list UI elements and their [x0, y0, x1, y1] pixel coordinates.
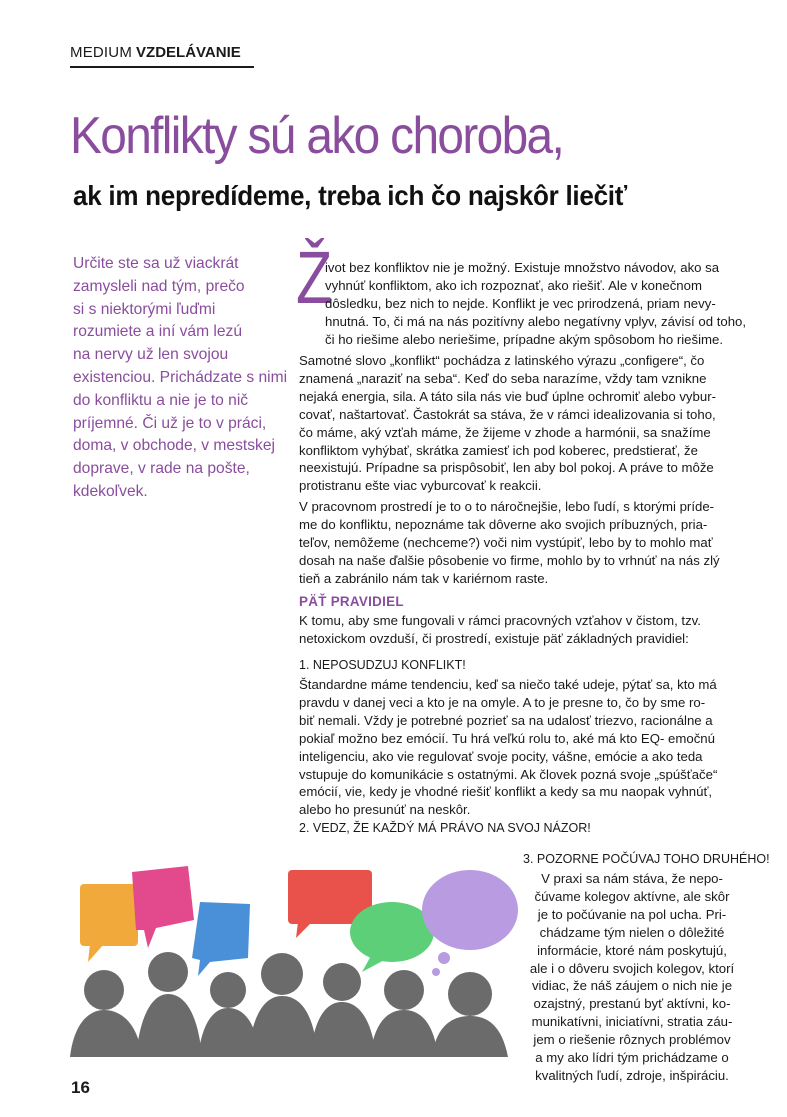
speech-bubble-icon — [192, 902, 250, 976]
text-line: dôsledku, bez nich to nejde. Konflikt je vec prirodzená, priam nevy- — [325, 295, 716, 311]
text-line: čo máme, aký vzťah máme, že žijeme v zhode a harmónii, sa snažíme — [299, 424, 711, 440]
paragraph-6 — [522, 870, 742, 1085]
text-line: inteligenciu, ako vie regulovať svoje pocity, vášne, emócie a ako teda — [299, 748, 703, 764]
paragraph-5 — [299, 676, 739, 819]
text-line: je to počúvanie na pol ucha. Pri- — [537, 906, 727, 922]
speech-bubbles-crowd-illustration — [60, 862, 525, 1057]
text-line: vyhnúť konfliktom, ako ich rozpoznať, ako riešiť. Ale v konečnom — [325, 277, 702, 293]
text-line: ozajstný, prestanú byť aktívni, ko- — [533, 996, 731, 1012]
text-line: pokiaľ možno bez emócií. Tu hrá veľkú rolu to, aké má kto EQ- emočnú — [299, 730, 715, 746]
intro-line: existenciou. Prichádzate s nimi — [73, 368, 288, 386]
text-line: a my ako lídri tým prichádzame o — [535, 1050, 729, 1066]
article-subtitle: ak im nepredídeme, treba ich čo najskôr liečiť — [73, 180, 627, 211]
paragraph-2 — [299, 352, 739, 495]
text-line: hnutná. To, či má na nás pozitívny alebo negatívny vplyv, závisí od toho, — [325, 313, 747, 329]
intro-line: do konfliktu a nie je to nič — [73, 391, 249, 409]
speech-bubble-icon — [350, 902, 434, 972]
intro-line: Určite ste sa už viackrát — [73, 255, 239, 272]
text-line: vstupuje do komunikácie s ostatnými. Ak človek pozná svoje „spúšťače“ — [299, 766, 718, 782]
speech-bubble-icon — [80, 884, 138, 962]
speech-bubble-icon — [132, 866, 194, 948]
text-line: covať, naštartovať. Častokrát sa stáva, že v rámci idealizovania si toho, — [299, 406, 716, 422]
text-line: neexistujú. Prípadne sa prispôsobiť, len aby bol pokoj. A práve to môže — [299, 460, 714, 476]
rule-1-title: 1. NEPOSUDZUJ KONFLIKT! — [299, 658, 466, 672]
text-line: alebo ho presunúť na neskôr. — [299, 802, 471, 818]
rule-3-title: 3. POZORNE POČÚVAJ TOHO DRUHÉHO! — [523, 852, 770, 866]
text-line: kvalitných ľudí, zdroje, inšpiráciu. — [535, 1067, 729, 1083]
text-line: jem o riešenie rôznych problémov — [533, 1032, 731, 1048]
section-heading: PÄŤ PRAVIDIEL — [299, 594, 404, 609]
text-line: pravdu v danej veci a kto je na omyle. A to je presne to, čo by sme ro- — [299, 694, 706, 710]
text-line: emócií, vie, kedy je vhodné riešiť konflikt a kedy sa mu naopak vyhnúť, — [299, 784, 713, 800]
page-number: 16 — [71, 1078, 90, 1097]
text-line: znamená „naraziť na seba“. Keď do seba narazíme, vždy tam vznikne — [299, 370, 707, 386]
people-silhouettes — [70, 952, 508, 1057]
text-line: V praxi sa nám stáva, že nepo- — [541, 871, 723, 886]
text-line: netoxickom ovzduší, či prostredí, existuje päť základných pravidiel: — [299, 630, 689, 646]
speech-bubble-icon — [422, 870, 518, 976]
text-line: V pracovnom prostredí je to o to náročnejšie, lebo ľudí, s ktorými príde- — [299, 499, 715, 514]
text-line: ale i o dôveru svojich kolegov, ktorí — [529, 960, 735, 976]
text-line: či ho riešime alebo neriešime, prípadne akým spôsobom ho riešime. — [325, 331, 724, 347]
text-line: vidiac, že náš záujem o nich nie je — [531, 978, 733, 994]
intro-text — [73, 253, 288, 504]
text-line: konfliktom vyhýbať, skrátka zamiesť ich pod koberec, predstierať, že — [299, 442, 698, 458]
page-header — [70, 44, 254, 68]
drop-cap: Ž — [296, 236, 333, 319]
intro-line: kdekoľvek. — [73, 482, 148, 500]
article-title: Konflikty sú ako choroba, — [70, 107, 564, 165]
text-line: me do konfliktu, nepoznáme tak dôverne ako svojich príbuzných, pria- — [299, 516, 708, 532]
text-line: chádzame tým nielen o dôležité — [539, 924, 725, 940]
text-line: čúvame kolegov aktívne, ale skôr — [534, 888, 730, 904]
text-line: Samotné slovo „konflikt“ pochádza z latinského výrazu „configere“, čo — [299, 353, 705, 368]
text-line: dosah na naše ďalšie pôsobenie vo firme, mohlo by to vrhnúť na nás zlý — [299, 552, 720, 568]
text-line: tieň a zabránilo nám tak v kariérnom raste. — [299, 570, 549, 586]
paragraph-3 — [299, 498, 739, 588]
section-name: VZDELÁVANIE — [136, 44, 241, 61]
text-line: teľov, nemôžeme (nechceme?) voči nim vystúpiť, lebo by to mohlo mať — [299, 534, 713, 550]
text-line: biť nemali. Vždy je potrebné pozrieť sa na udalosť triezvo, racionálne a — [299, 712, 713, 728]
intro-line: príjemné. Či už je to v práci, — [73, 414, 267, 432]
text-line: ivot bez konfliktov nie je možný. Existuje množstvo návodov, ako sa — [325, 260, 720, 275]
intro-line: rozumiete a iní vám lezú — [73, 323, 243, 341]
text-line: munikatívni, iniciatívni, stratia záu- — [531, 1014, 733, 1030]
text-line: K tomu, aby sme fungovali v rámci pracovných vzťahov v čistom, tzv. — [299, 613, 701, 628]
intro-line: zamysleli nad tým, prečo — [73, 277, 245, 295]
intro-line: na nervy už len svojou — [73, 346, 229, 364]
intro-line: si s niektorými ľuďmi — [73, 300, 216, 318]
rule-2-title: 2. VEDZ, ŽE KAŽDÝ MÁ PRÁVO NA SVOJ NÁZOR! — [299, 821, 591, 835]
text-line: informácie, ktoré nám poskytujú, — [537, 942, 727, 958]
text-line: nejaká energia, sila. A táto sila nás vie buď úplne ochromiť alebo vybur- — [299, 388, 716, 404]
intro-line: doma, v obchode, v mestskej — [73, 437, 275, 455]
text-line: protistranu ešte viac vyburcovať k reakcii. — [299, 478, 542, 494]
magazine-name: MEDIUM — [70, 44, 133, 61]
paragraph-4 — [299, 612, 739, 648]
paragraph-1 — [325, 259, 745, 349]
intro-line: doprave, v rade na pošte, — [73, 460, 250, 478]
text-line: Štandardne máme tendenciu, keď sa niečo také udeje, pýtať sa, kto má — [299, 677, 717, 692]
